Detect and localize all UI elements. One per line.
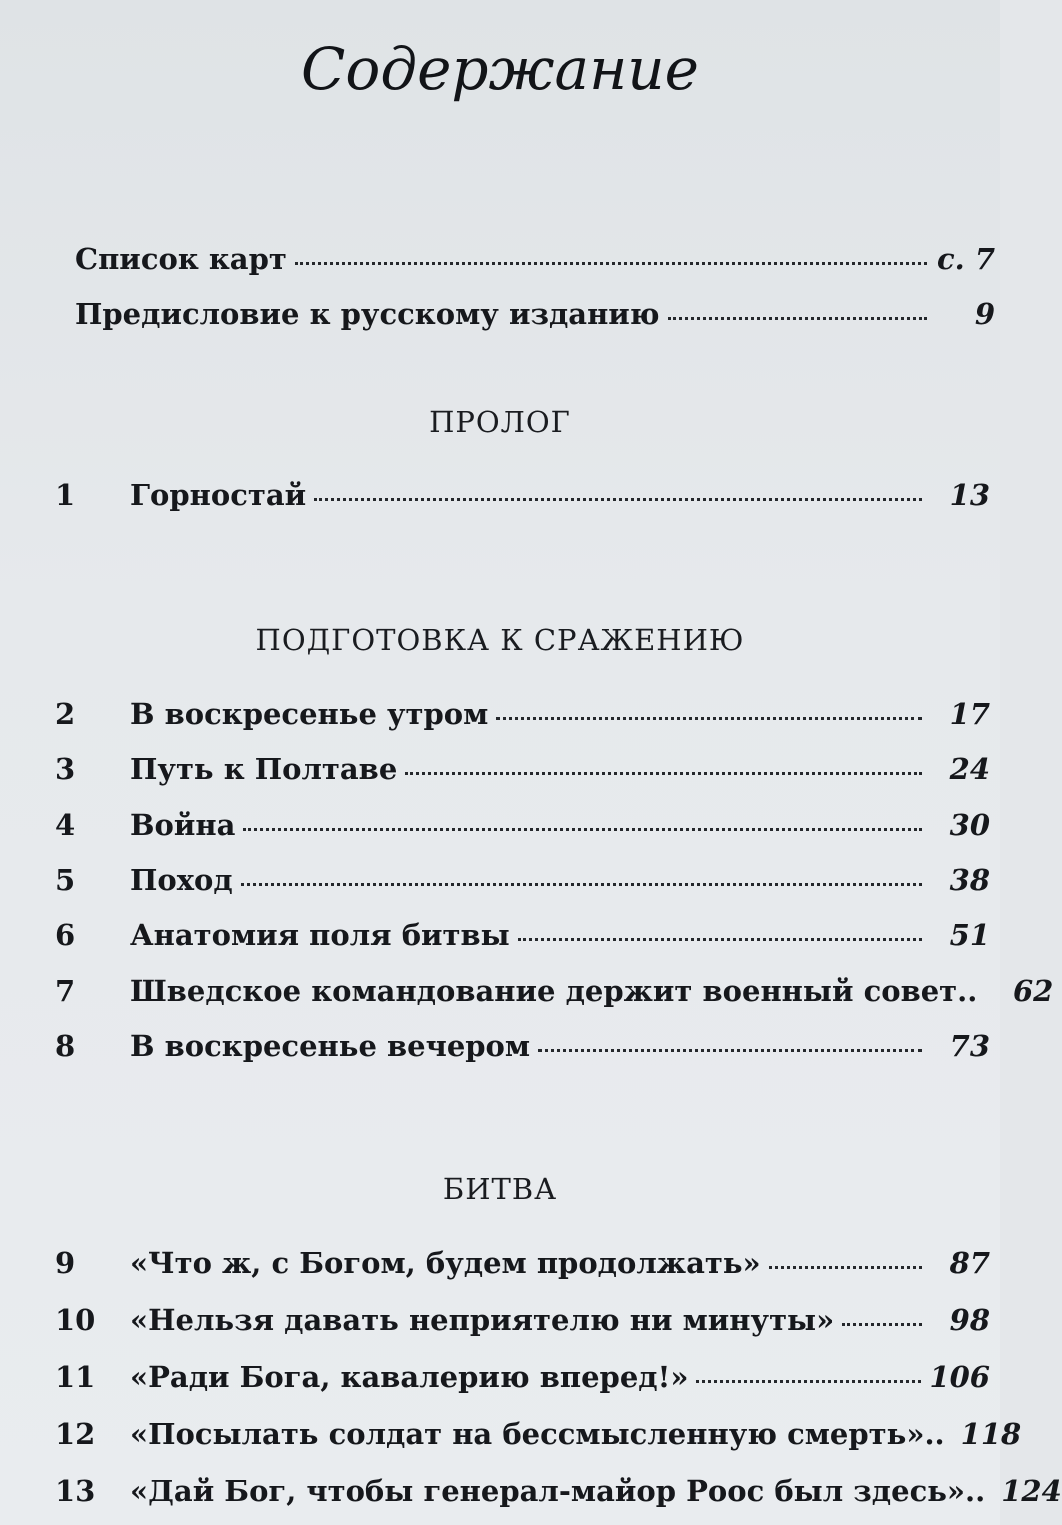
section-heading: ПРОЛОГ	[429, 405, 571, 439]
dot-leader	[518, 938, 922, 941]
entry-page: 17	[949, 697, 990, 731]
dot-leader	[496, 717, 922, 720]
entry-page: 87	[949, 1246, 990, 1280]
toc-entry	[55, 808, 990, 848]
dot-leader	[314, 498, 922, 501]
entry-number: 10	[55, 1303, 96, 1337]
entry-page: 30	[949, 808, 990, 842]
entry-label: «Ради Бога, кавалерию вперед!»	[130, 1360, 689, 1394]
entry-page: 24	[949, 752, 990, 786]
section-heading: БИТВА	[442, 1172, 558, 1206]
toc-entry	[55, 1474, 1062, 1514]
entry-number: 11	[55, 1360, 96, 1394]
entry-page: с. 7	[936, 242, 995, 276]
entry-label: В воскресенье утром	[130, 697, 489, 731]
dot-leader	[538, 1049, 922, 1052]
dot-leader	[696, 1380, 921, 1383]
entry-label: Список карт	[75, 242, 287, 276]
toc-entry	[55, 1246, 990, 1286]
toc-entry	[55, 1303, 990, 1343]
entry-number: 1	[55, 478, 76, 512]
toc-entry	[55, 863, 990, 903]
entry-page: 13	[949, 478, 990, 512]
entry-page: 9	[974, 297, 995, 331]
dot-leader	[668, 317, 927, 320]
entry-number: 12	[55, 1417, 96, 1451]
dot-leader	[842, 1323, 922, 1326]
dot-leader	[405, 772, 922, 775]
toc-entry	[55, 974, 1054, 1014]
toc-entry	[55, 918, 990, 958]
dot-leader	[769, 1266, 922, 1269]
entry-label: «Посылать солдат на бессмысленную смерть»..	[130, 1417, 945, 1451]
entry-number: 13	[55, 1474, 96, 1508]
entry-page: 62	[1012, 974, 1054, 1008]
entry-page: 73	[949, 1029, 990, 1063]
entry-label: Горностай	[130, 478, 307, 512]
entry-number: 7	[55, 974, 76, 1008]
entry-label: Предисловие к русскому изданию	[75, 297, 660, 331]
entry-label: «Дай Бог, чтобы генерал-майор Роос был здесь»..	[130, 1474, 986, 1508]
dot-leader	[241, 883, 922, 886]
entry-page: 124	[1001, 1474, 1062, 1508]
entry-label: Путь к Полтаве	[130, 752, 398, 786]
toc-entry	[55, 478, 990, 518]
entry-label: Поход	[130, 863, 233, 897]
entry-number: 4	[55, 808, 76, 842]
entry-label: «Что ж, с Богом, будем продолжать»	[130, 1246, 761, 1280]
section-heading: ПОДГОТОВКА К СРАЖЕНИЮ	[255, 623, 745, 657]
entry-page: 38	[949, 863, 990, 897]
entry-page: 118	[960, 1417, 1022, 1451]
entry-number: 3	[55, 752, 76, 786]
entry-page: 106	[929, 1360, 990, 1394]
page-title: Содержание	[301, 35, 699, 103]
dot-leader	[295, 262, 927, 265]
entry-label: В воскресенье вечером	[130, 1029, 531, 1063]
entry-number: 6	[55, 918, 76, 952]
entry-number: 9	[55, 1246, 76, 1280]
entry-label: «Нельзя давать неприятелю ни минуты»	[130, 1303, 835, 1337]
dot-leader	[243, 828, 922, 831]
entry-label: Шведское командование держит военный совет..	[130, 974, 978, 1008]
toc-entry	[55, 752, 990, 792]
toc-entry-front-0	[75, 242, 995, 282]
entry-page: 51	[949, 918, 990, 952]
toc-entry-front-1	[75, 297, 995, 337]
entry-label: Анатомия поля битвы	[130, 918, 510, 952]
entry-page: 98	[949, 1303, 990, 1337]
toc-entry	[55, 697, 990, 737]
toc-entry	[55, 1360, 990, 1400]
entry-number: 5	[55, 863, 76, 897]
entry-label: Война	[130, 808, 236, 842]
toc-entry	[55, 1029, 990, 1069]
toc-entry	[55, 1417, 1022, 1457]
entry-number: 2	[55, 697, 76, 731]
entry-number: 8	[55, 1029, 76, 1063]
